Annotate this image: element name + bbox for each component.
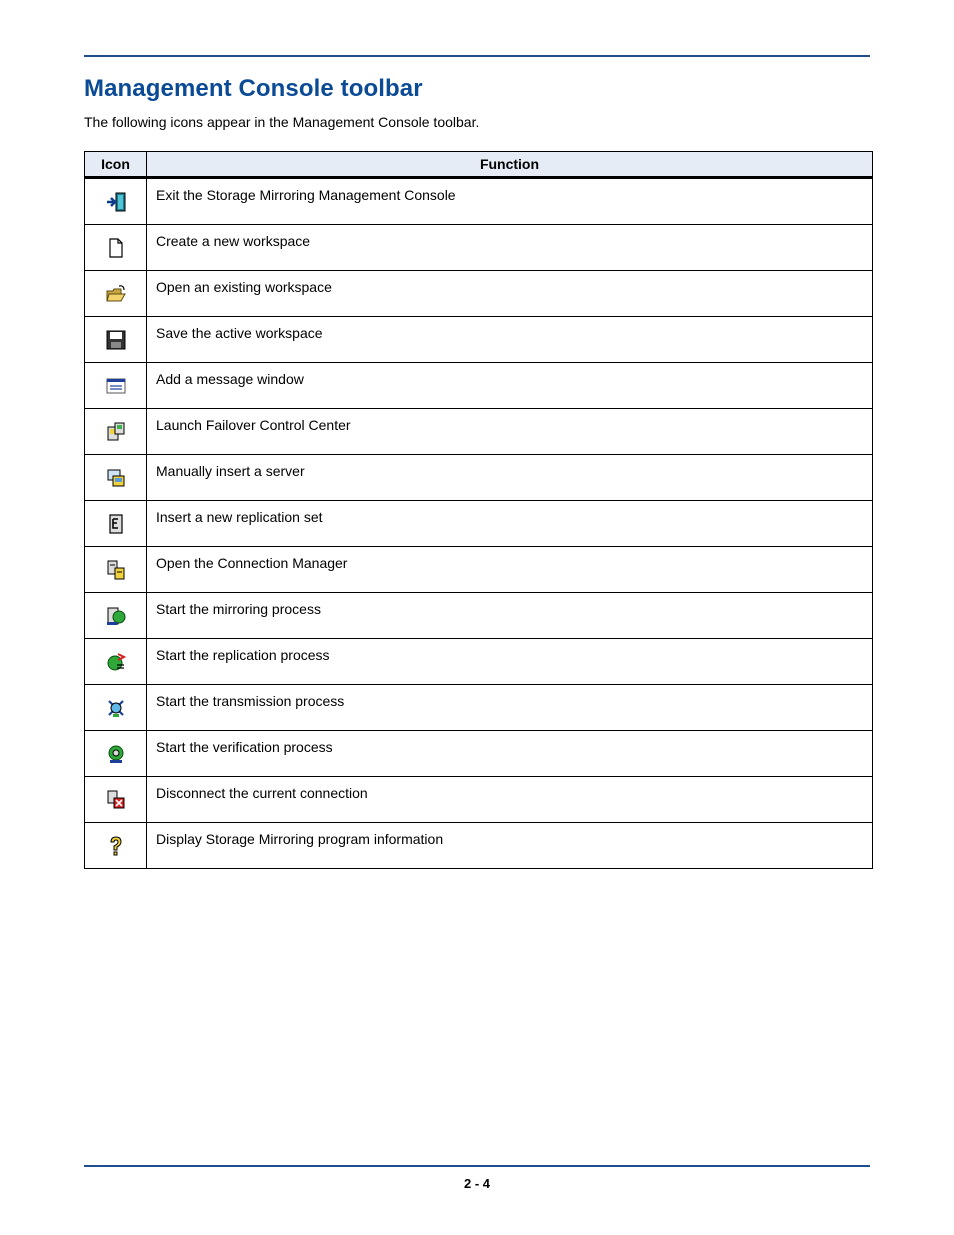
toolbar-icons-table xyxy=(84,151,873,869)
table-row xyxy=(85,178,873,225)
function-text: Start the transmission process xyxy=(147,685,873,731)
top-rule xyxy=(84,55,870,57)
intro-text: The following icons appear in the Management Console toolbar. xyxy=(84,114,480,130)
message-window-icon xyxy=(105,375,127,397)
start-verification-icon xyxy=(105,743,127,765)
table-row xyxy=(85,639,873,685)
function-text: Insert a new replication set xyxy=(147,501,873,547)
connection-manager-icon xyxy=(105,559,127,581)
table-row xyxy=(85,501,873,547)
table-row xyxy=(85,731,873,777)
save-workspace-icon xyxy=(105,329,127,351)
function-text: Launch Failover Control Center xyxy=(147,409,873,455)
bottom-rule xyxy=(84,1165,870,1167)
function-column-header: Function xyxy=(147,152,873,178)
function-text: Create a new workspace xyxy=(147,225,873,271)
function-text: Start the mirroring process xyxy=(147,593,873,639)
table-row xyxy=(85,409,873,455)
function-text: Display Storage Mirroring program information xyxy=(147,823,873,869)
disconnect-icon xyxy=(105,789,127,811)
replication-set-icon xyxy=(105,513,127,535)
failover-control-center-icon xyxy=(105,421,127,443)
insert-server-icon xyxy=(105,467,127,489)
table-header-row xyxy=(85,152,873,178)
icon-column-header: Icon xyxy=(85,152,147,178)
table-row xyxy=(85,547,873,593)
table-row xyxy=(85,455,873,501)
function-text: Start the replication process xyxy=(147,639,873,685)
table-row xyxy=(85,593,873,639)
function-text: Manually insert a server xyxy=(147,455,873,501)
open-workspace-icon xyxy=(105,283,127,305)
page-title: Management Console toolbar xyxy=(84,75,423,102)
function-text: Save the active workspace xyxy=(147,317,873,363)
function-text: Open an existing workspace xyxy=(147,271,873,317)
table-row xyxy=(85,823,873,869)
function-text: Exit the Storage Mirroring Management Console xyxy=(147,178,873,225)
function-text: Add a message window xyxy=(147,363,873,409)
table-row xyxy=(85,777,873,823)
exit-console-icon xyxy=(105,191,127,213)
table-row xyxy=(85,271,873,317)
start-mirroring-icon xyxy=(105,605,127,627)
program-info-icon xyxy=(105,835,127,857)
new-workspace-icon xyxy=(105,237,127,259)
function-text: Start the verification process xyxy=(147,731,873,777)
table-row xyxy=(85,225,873,271)
table-row xyxy=(85,317,873,363)
table-row xyxy=(85,685,873,731)
start-replication-icon xyxy=(105,651,127,673)
start-transmission-icon xyxy=(105,697,127,719)
page-number: 2 - 4 xyxy=(463,1176,490,1191)
function-text: Disconnect the current connection xyxy=(147,777,873,823)
table-row xyxy=(85,363,873,409)
function-text: Open the Connection Manager xyxy=(147,547,873,593)
